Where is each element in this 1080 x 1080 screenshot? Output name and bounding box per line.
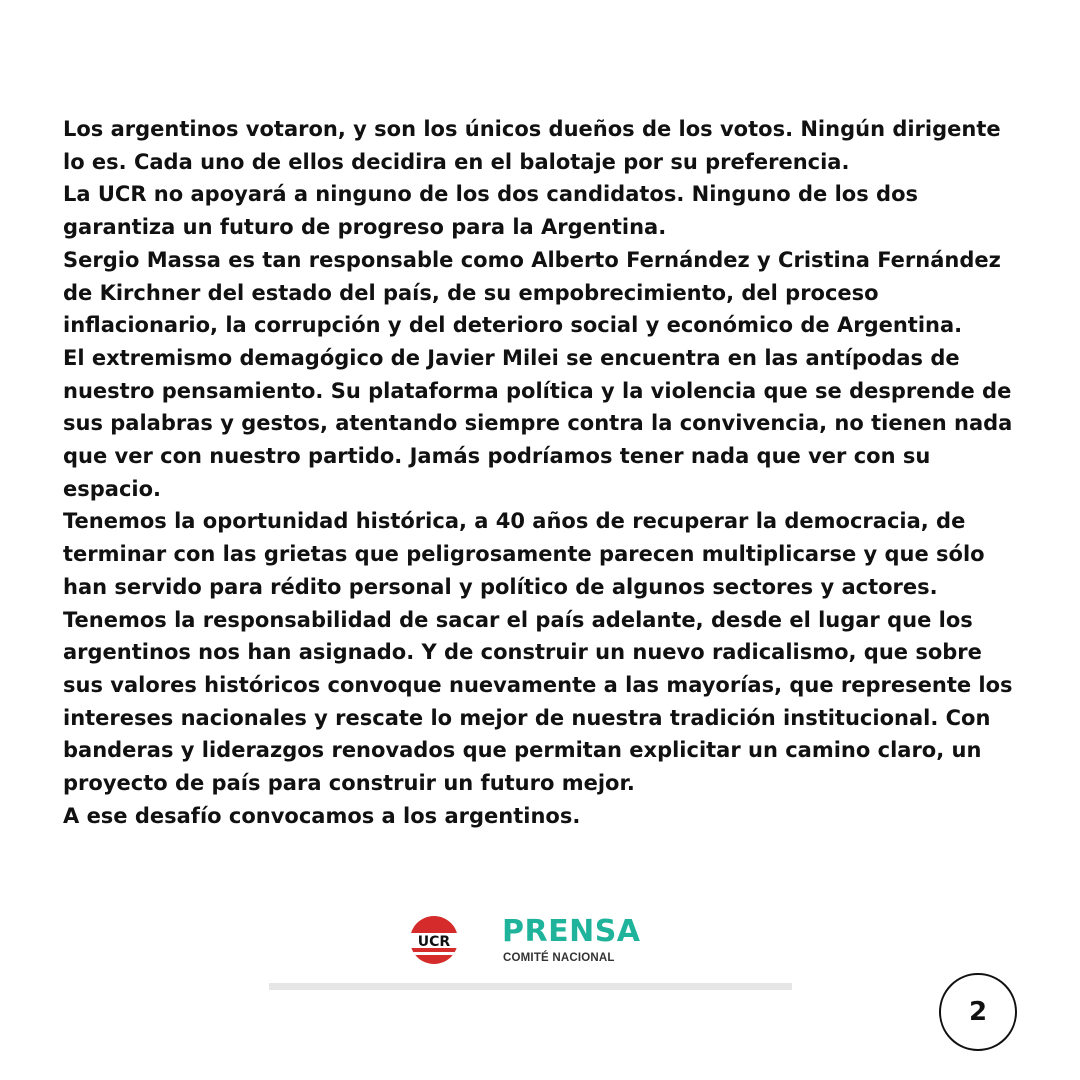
footer-logos bbox=[410, 914, 650, 970]
statement-paragraph: El extremismo demagógico de Javier Milei se encuentra en las antípodas de nuestro pensamiento. Su plataforma política y la violencia que se desprende de sus palabras y gestos, atentando siempre contra la convivencia, no tienen nada que ver con nuestro partido. Jamás podríamos tener nada que ver con su espacio. bbox=[63, 345, 1013, 501]
prensa-title: PRENSA bbox=[502, 914, 641, 949]
statement-paragraph: A ese desafío convocamos a los argentinos. bbox=[63, 803, 581, 828]
statement-paragraph: Tenemos la responsabilidad de sacar el país adelante, desde el lugar que los argentinos nos han asignado. Y de construir un nuevo radicalismo, que sobre sus valores históricos convoque nuevamente a las mayorías, que represente los intereses nacionales y rescate lo mejor de nuestra tradición institucional. Con banderas y liderazgos renovados que permitan explicitar un camino claro, un proyecto de país para construir un futuro mejor. bbox=[63, 607, 1013, 796]
prensa-subtitle: COMITÉ NACIONAL bbox=[503, 952, 615, 964]
page-number-badge: 2 bbox=[939, 973, 1017, 1051]
statement-paragraph: Tenemos la oportunidad histórica, a 40 años de recuperar la democracia, de terminar con las grietas que peligrosamente parecen multiplicarse y que sólo han servido para rédito personal y político de algunos sectores y actores. bbox=[63, 509, 985, 599]
ucr-logo bbox=[410, 916, 458, 964]
statement-body bbox=[63, 113, 1023, 832]
statement-paragraph: La UCR no apoyará a ninguno de los dos candidatos. Ninguno de los dos garantiza un futuro de progreso para la Argentina. bbox=[63, 182, 919, 240]
footer-divider bbox=[269, 983, 792, 990]
statement-paragraph: Los argentinos votaron, y son los únicos dueños de los votos. Ningún dirigente lo es. Cada uno de ellos decidira en el balotaje por su preferencia. bbox=[63, 117, 1001, 174]
ucr-logo-text: UCR bbox=[417, 934, 451, 950]
statement-paragraph: Sergio Massa es tan responsable como Alberto Fernández y Cristina Fernández de Kirchner del estado del país, de su empobrecimiento, del proceso inflacionario, la corrupción y del deterioro social y económico de Argentina. bbox=[63, 247, 1001, 338]
